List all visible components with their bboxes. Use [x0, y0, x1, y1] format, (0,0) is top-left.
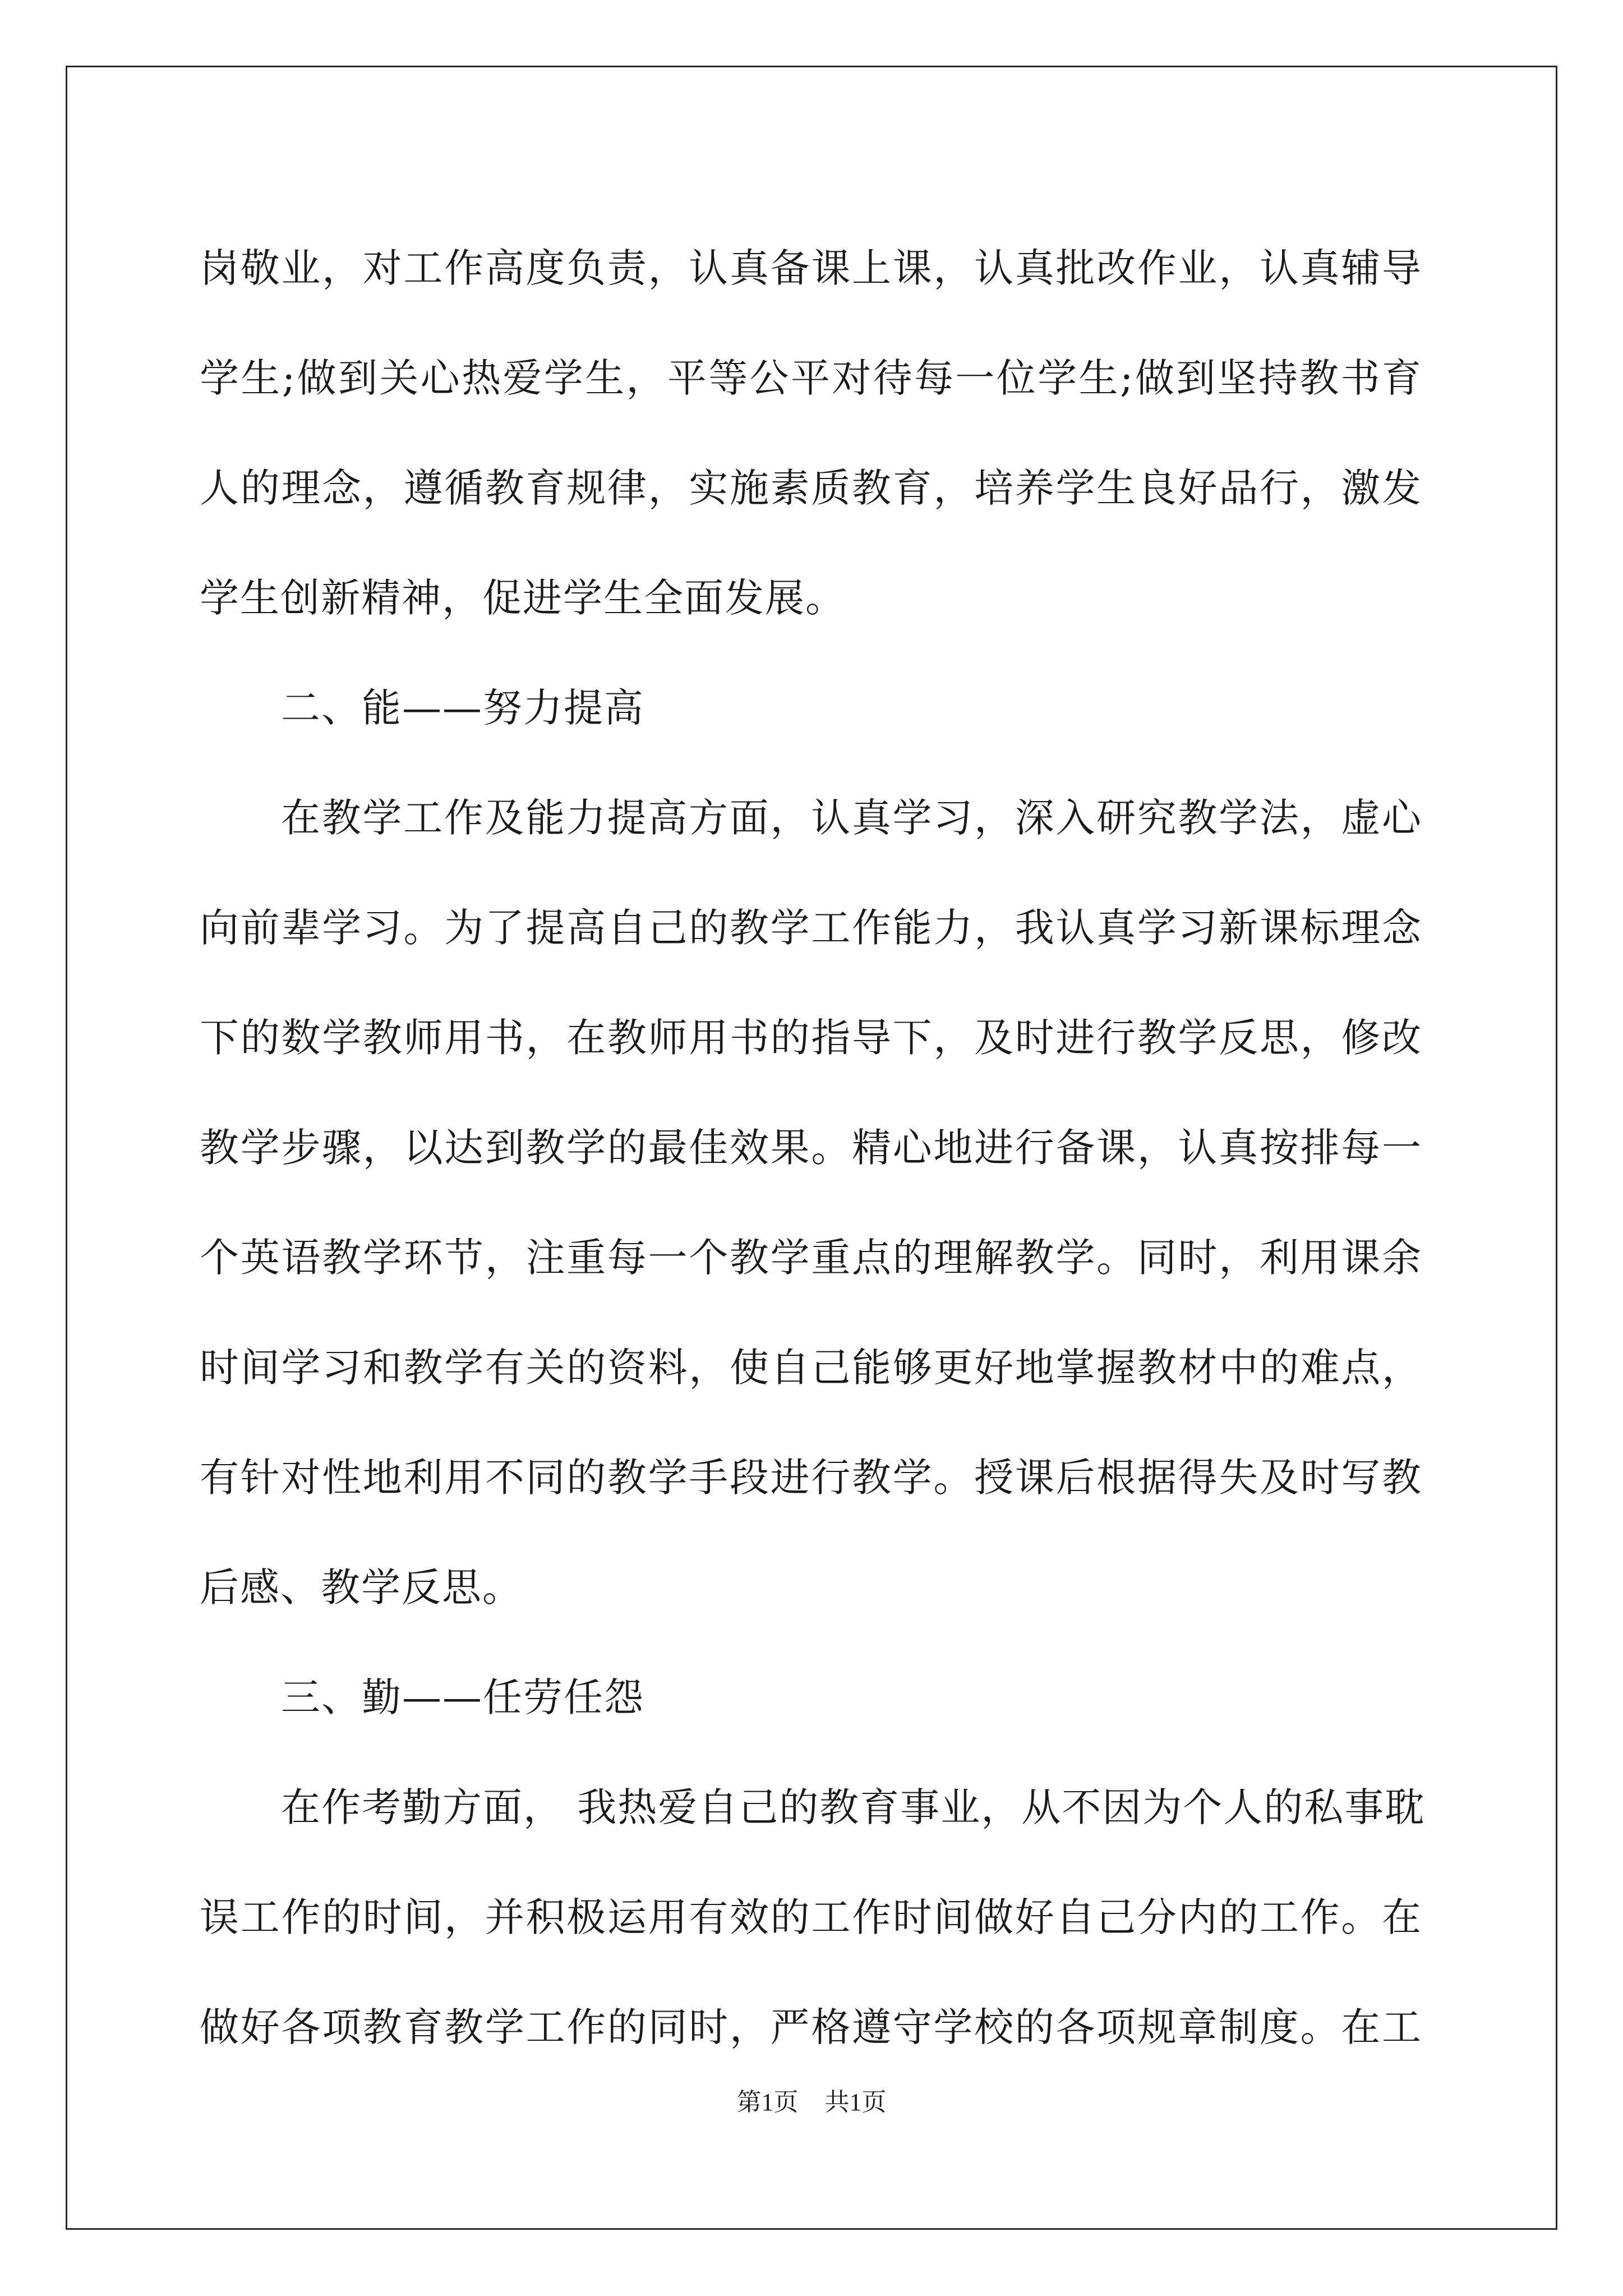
paragraph-line: 做好各项教育教学工作的同时，严格遵守学校的各项规章制度。在工 — [200, 2004, 1422, 2050]
paragraph-line: 在作考勤方面， 我热爱自己的教育事业，从不因为个人的私事耽 — [281, 1784, 1426, 1830]
page-footer — [0, 2086, 1623, 2119]
paragraph-line: 在教学工作及能力提高方面，认真学习，深入研究教学法，虚心 — [281, 795, 1422, 841]
paragraph-line: 个英语教学环节，注重每一个教学重点的理解教学。同时，利用课余 — [200, 1235, 1422, 1281]
document-body — [200, 213, 1426, 2082]
page-total: 共1页 — [824, 2088, 887, 2116]
paragraph-line: 误工作的时间，并积极运用有效的工作时间做好自己分内的工作。在 — [200, 1894, 1422, 1940]
paragraph-line: 岗敬业，对工作高度负责，认真备课上课，认真批改作业，认真辅导 — [200, 245, 1422, 291]
paragraph-line: 人的理念，遵循教育规律，实施素质教育，培养学生良好品行，激发 — [200, 465, 1422, 511]
paragraph-line: 教学步骤，以达到教学的最佳效果。精心地进行备课，认真按排每一 — [200, 1125, 1422, 1171]
paragraph-line: 学生;做到关心热爱学生，平等公平对待每一位学生;做到坚持教书育 — [200, 355, 1422, 401]
section-heading: 三、勤——任劳任怨 — [281, 1674, 644, 1720]
paragraph-line: 后感、教学反思。 — [200, 1565, 523, 1611]
section-heading: 二、能——努力提高 — [281, 685, 644, 731]
paragraph-line: 有针对性地利用不同的教学手段进行教学。授课后根据得失及时写教 — [200, 1455, 1422, 1501]
paragraph-line: 下的数学教师用书，在教师用书的指导下，及时进行教学反思，修改 — [200, 1015, 1422, 1061]
page-number: 第1页 — [736, 2088, 799, 2116]
paragraph-line: 向前辈学习。为了提高自己的教学工作能力，我认真学习新课标理念 — [200, 905, 1422, 951]
paragraph-line: 学生创新精神，促进学生全面发展。 — [200, 575, 846, 621]
paragraph-line: 时间学习和教学有关的资料，使自己能够更好地掌握教材中的难点， — [200, 1345, 1422, 1391]
